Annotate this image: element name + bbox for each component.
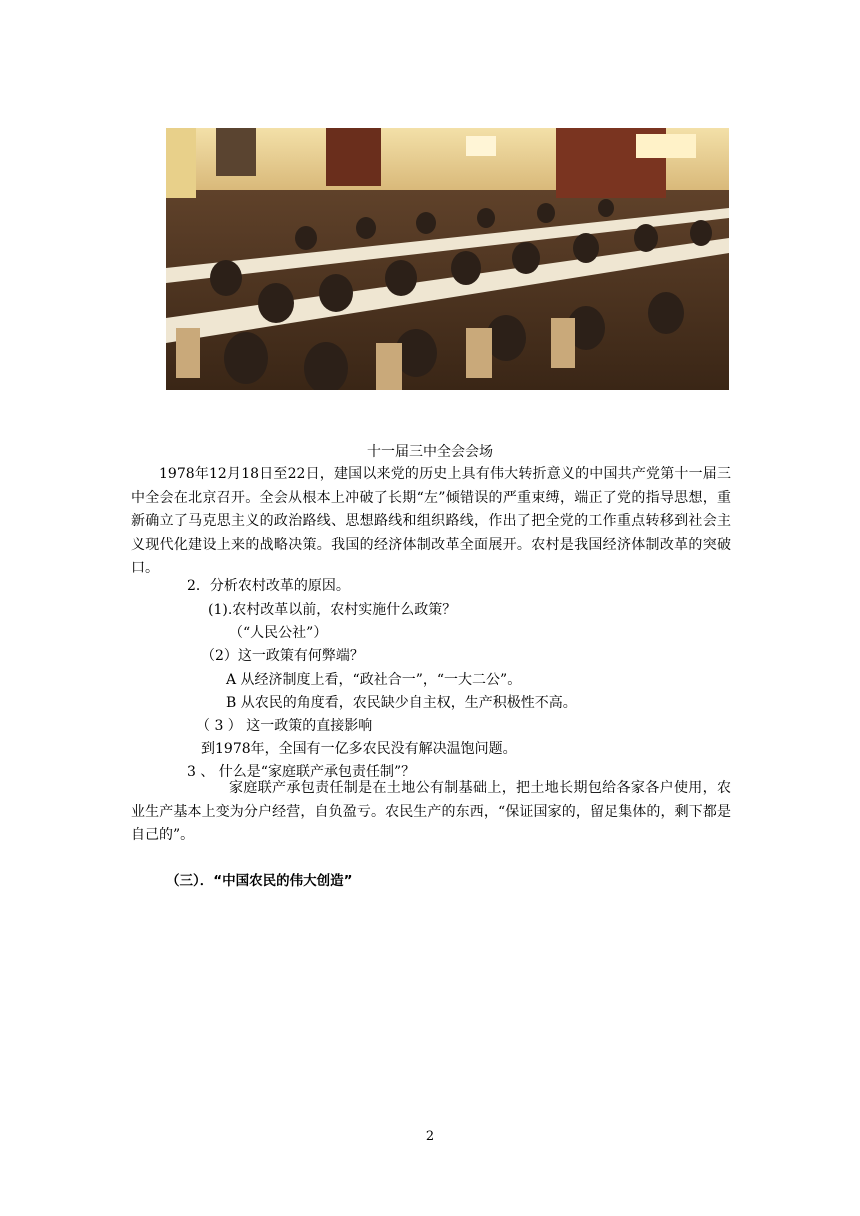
answer-2b: B 从农民的角度看，农民缺少自主权，生产积极性不高。 xyxy=(226,695,577,711)
section-3-paragraph: 家庭联产承包责任制是在土地公有制基础上，把土地长期包给各家各户使用，农业生产基本上变为分户经营，自负盈亏。农民生产的东西，“保证国家的，留足集体的，剩下都是自己的”。 xyxy=(131,780,731,843)
question-2: （2）这一政策有何弊端？ xyxy=(201,648,364,664)
section-2-heading: 2．分析农村改革的原因。 xyxy=(187,578,350,594)
section-subheading: （三）．“中国农民的伟大创造” xyxy=(166,873,353,889)
page-number: 2 xyxy=(425,1129,435,1144)
intro-paragraph: 1978年12月18日至22日，建国以来党的历史上具有伟大转折意义的中国共产党第十一届三中全会在北京召开。全会从根本上冲破了长期“左”倾错误的严重束缚，端正了党的指导思想，重新确立了马克思主义的政治路线、思想路线和组织路线，作出了把全党的工作重点转移到社会主义现代化建设上来的战略决策。我国的经济体制改革全面展开。农村是我国经济体制改革的突破口。 xyxy=(131,466,731,576)
question-1: (1).农村改革以前，农村实施什么政策？ xyxy=(208,602,457,618)
section-3-heading: 3 、 什么是“家庭联产承包责任制”？ xyxy=(187,764,416,780)
answer-3: 到1978年，全国有一亿多农民没有解决温饱问题。 xyxy=(201,741,517,757)
meeting-hall-photo xyxy=(166,128,729,390)
answer-1: （“人民公社”） xyxy=(229,625,328,641)
photo-caption: 十一届三中全会会场 xyxy=(367,444,493,460)
answer-2a: A 从经济制度上看，“政社合一”，“一大二公”。 xyxy=(226,672,522,688)
question-3: （ 3 ） 这一政策的直接影响 xyxy=(196,718,373,734)
